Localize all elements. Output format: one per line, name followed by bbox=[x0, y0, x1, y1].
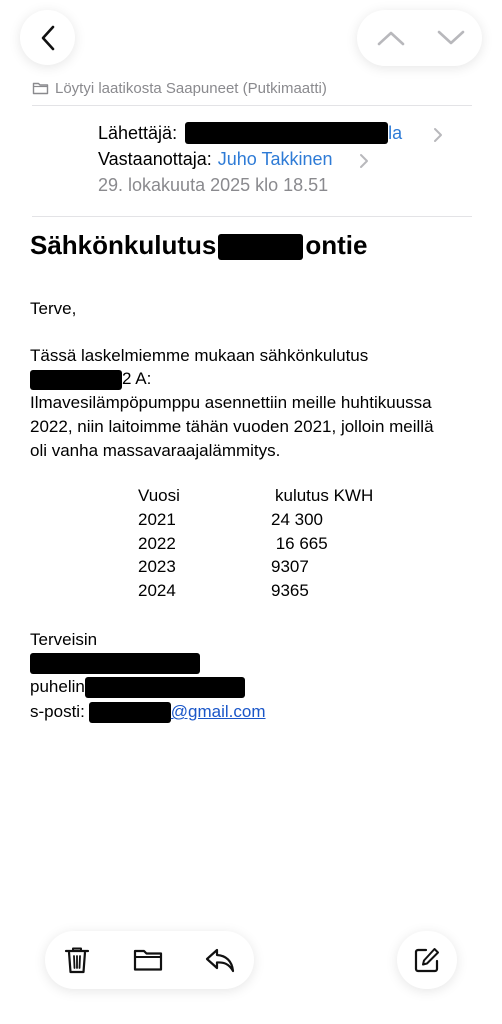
table-cell: 9307 bbox=[271, 557, 309, 576]
table-cell: 2023 bbox=[138, 557, 176, 576]
table-cell: 24 300 bbox=[271, 510, 323, 529]
redacted-phone bbox=[85, 677, 245, 698]
from-row[interactable] bbox=[98, 122, 402, 144]
from-label: Lähettäjä: bbox=[98, 122, 178, 143]
column-header: Vuosi bbox=[138, 486, 180, 505]
chevron-up-icon bbox=[377, 30, 405, 46]
table-cell: 2022 bbox=[138, 534, 176, 553]
redacted-email-user bbox=[89, 702, 171, 723]
chevron-right-icon bbox=[433, 127, 443, 143]
redacted-sender-name bbox=[30, 651, 475, 675]
message-subject bbox=[30, 230, 367, 261]
closing: Terveisin bbox=[30, 630, 98, 649]
address-line bbox=[30, 367, 475, 391]
divider bbox=[32, 105, 472, 106]
email-label: s-posti: bbox=[30, 702, 85, 721]
reply-button[interactable] bbox=[191, 931, 249, 989]
redacted-street bbox=[218, 234, 303, 260]
message-actions-toolbar bbox=[45, 931, 254, 989]
redacted-sender bbox=[185, 122, 388, 144]
delete-button[interactable] bbox=[48, 931, 106, 989]
mailbox-label: Löytyi laatikosta Saapuneet (Putkimaatti) bbox=[55, 79, 327, 97]
from-suffix: la bbox=[388, 122, 403, 143]
recipient-name[interactable]: Juho Takkinen bbox=[217, 149, 333, 169]
next-message-button[interactable] bbox=[417, 10, 485, 66]
message-date: 29. lokakuuta 2025 klo 18.51 bbox=[98, 175, 329, 195]
paragraph-line: Ilmavesilämpöpumppu asennettiin meille huhtikuussa bbox=[30, 393, 432, 412]
trash-icon bbox=[64, 946, 90, 974]
table-cell: 2021 bbox=[138, 510, 176, 529]
reply-icon bbox=[204, 946, 236, 974]
address-suffix: 2 A: bbox=[122, 369, 152, 388]
back-button[interactable] bbox=[20, 10, 75, 65]
compose-icon bbox=[413, 946, 441, 974]
to-row[interactable] bbox=[98, 149, 333, 170]
mailbox-location[interactable] bbox=[32, 77, 327, 99]
chevron-down-icon bbox=[437, 30, 465, 46]
to-label: Vastaanottaja: bbox=[98, 149, 212, 169]
intro-line: Tässä laskelmiemme mukaan sähkönkulutus bbox=[30, 346, 369, 365]
column-header: kulutus KWH bbox=[275, 486, 374, 505]
divider bbox=[32, 216, 472, 217]
table-cell: 16 665 bbox=[271, 534, 328, 553]
previous-message-button[interactable] bbox=[357, 10, 425, 66]
table-cell: 2024 bbox=[138, 581, 176, 600]
chevron-left-icon bbox=[40, 25, 56, 51]
greeting: Terve, bbox=[30, 299, 77, 318]
paragraph-line: 2022, niin laitoimme tähän vuoden 2021, jolloin meillä bbox=[30, 417, 434, 436]
subject-suffix: ontie bbox=[305, 230, 368, 260]
chevron-right-icon bbox=[359, 153, 369, 169]
paragraph-line: oli vanha massavaraajalämmitys. bbox=[30, 441, 281, 460]
phone-line bbox=[30, 675, 475, 699]
redacted-name bbox=[30, 653, 200, 674]
compose-button[interactable] bbox=[397, 931, 457, 989]
folder-icon bbox=[32, 81, 49, 95]
move-to-folder-button[interactable] bbox=[119, 931, 177, 989]
email-link[interactable]: @gmail.com bbox=[170, 702, 266, 721]
redacted-address bbox=[30, 370, 122, 390]
email-line bbox=[30, 700, 475, 724]
message-navigation bbox=[357, 10, 482, 66]
table-cell: 9365 bbox=[271, 581, 309, 600]
subject-prefix: Sähkönkulutus bbox=[30, 230, 217, 260]
phone-label: puhelin bbox=[30, 677, 85, 696]
folder-icon bbox=[133, 948, 163, 972]
